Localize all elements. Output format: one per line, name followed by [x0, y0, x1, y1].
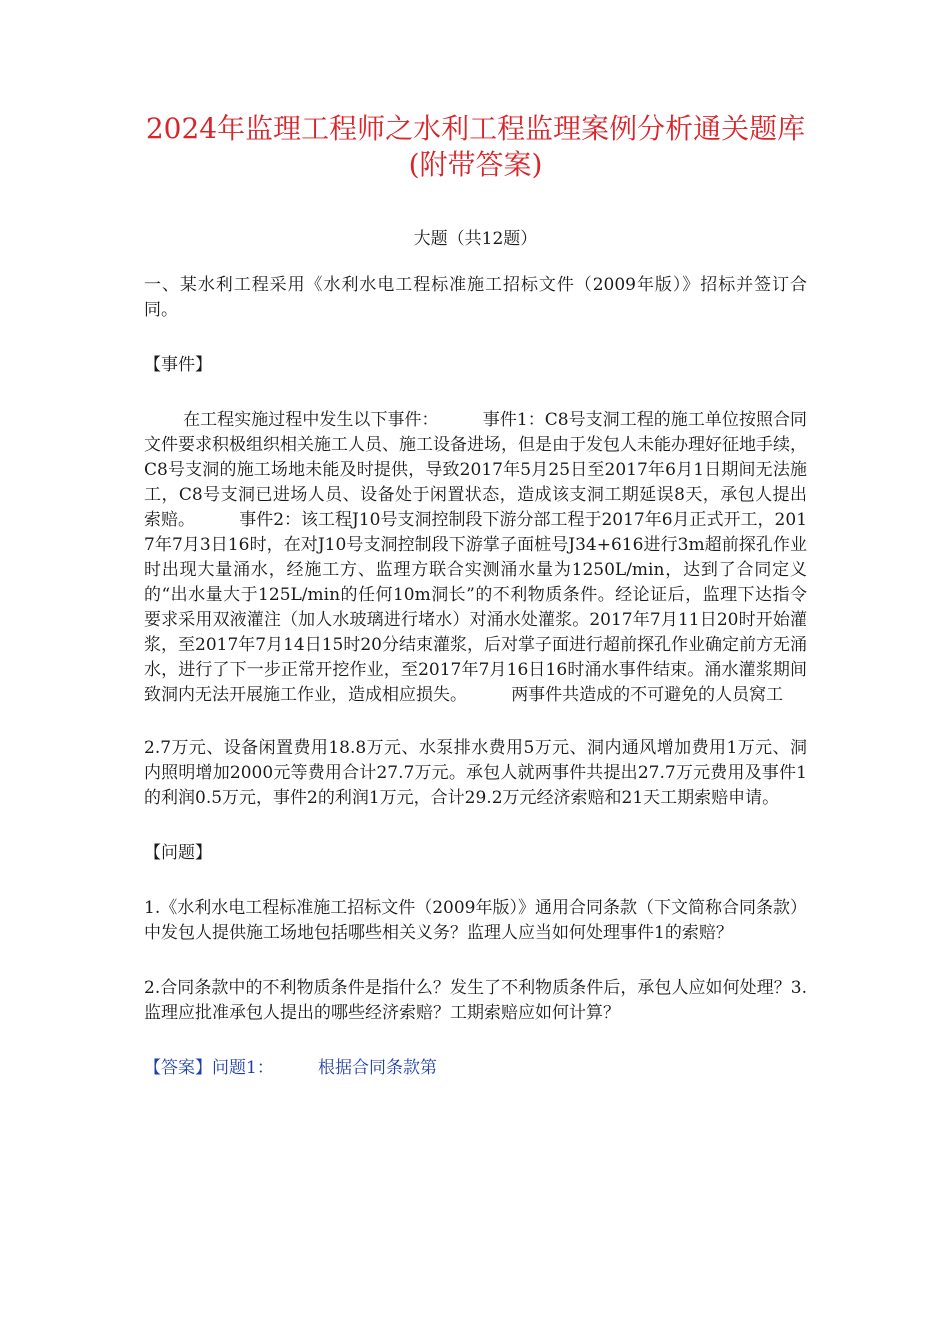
question-heading: 【问题】: [144, 843, 212, 863]
section-label: 大题（共12题）: [413, 229, 538, 249]
question-2: 2.合同条款中的不利物质条件是指什么？发生了不利物质条件后，承包人应如何处理？3.监理应批准承包人提出的哪些经济索赔？工期索赔应如何计算？: [144, 978, 807, 1023]
intro-paragraph: 一、某水利工程采用《水利水电工程标准施工招标文件（2009年版）》招标并签订合同。: [144, 275, 807, 320]
event-heading: 【事件】: [144, 355, 212, 375]
cost-paragraph: 2.7万元、设备闲置费用18.8万元、水泵排水费用5万元、洞内通风增加费用1万元、洞内照明增加2000元等费用合计27.7万元。承包人就两事件共提出27.7万元费用及事件1的利润0.5万元，事件2的利润1万元，合计29.2万元经济索赔和21天工期索赔申请。: [144, 738, 807, 808]
event-lead: 在工程实施过程中发生以下事件：: [183, 410, 439, 430]
document-title: 2024年监理工程师之水利工程监理案例分析通关题库(附带答案): [145, 112, 806, 181]
event-tail-text: 两事件共造成的不可避免的人员窝工: [511, 685, 784, 705]
event-paragraph: [144, 408, 807, 708]
answer-label: 【答案】问题1：: [144, 1058, 274, 1078]
event-1-text: 事件1：C8号支洞工程的施工单位按照合同文件要求积极组织相关施工人员、施工设备进场，但是由于发包人未能办理好征地手续，C8号支洞的施工场地未能及时提供，导致2017年5月25日至2017年6月1日期间无法施工，C8号支洞已进场人员、设备处于闲置状态，造成该支洞工期延误8天，承包人提出索赔。: [144, 410, 808, 530]
answer-text: 根据合同条款第: [318, 1058, 438, 1078]
event-2-text: 事件2：该工程J10号支洞控制段下游分部工程于2017年6月正式开工，2017年7月3日16时，在对J10号支洞控制段下游掌子面桩号J34+616进行3m超前探孔作业时出现大量涌水，经施工方、监理方联合实测涌水量为1250L/min，达到了合同定义的“出水量大于125L/min的任何10m洞长”的不利物质条件。经论证后，监理下达指令要求采用双液灌注（加人水玻璃进行堵水）对涌水处灌浆。2017年7月11日20时开始灌浆，至2017年7月14日15时20分结束灌浆，后对掌子面进行超前探孔作业确定前方无涌水，进行了下一步正常开挖作业，至2017年7月16日16时涌水事件结束。涌水灌浆期间致洞内无法开展施工作业，造成相应损失。: [144, 510, 808, 705]
answer-paragraph: [144, 1056, 807, 1081]
question-1: 1.《水利水电工程标准施工招标文件（2009年版）》通用合同条款（下文简称合同条款）中发包人提供施工场地包括哪些相关义务？监理人应当如何处理事件1的索赔？: [144, 898, 807, 943]
